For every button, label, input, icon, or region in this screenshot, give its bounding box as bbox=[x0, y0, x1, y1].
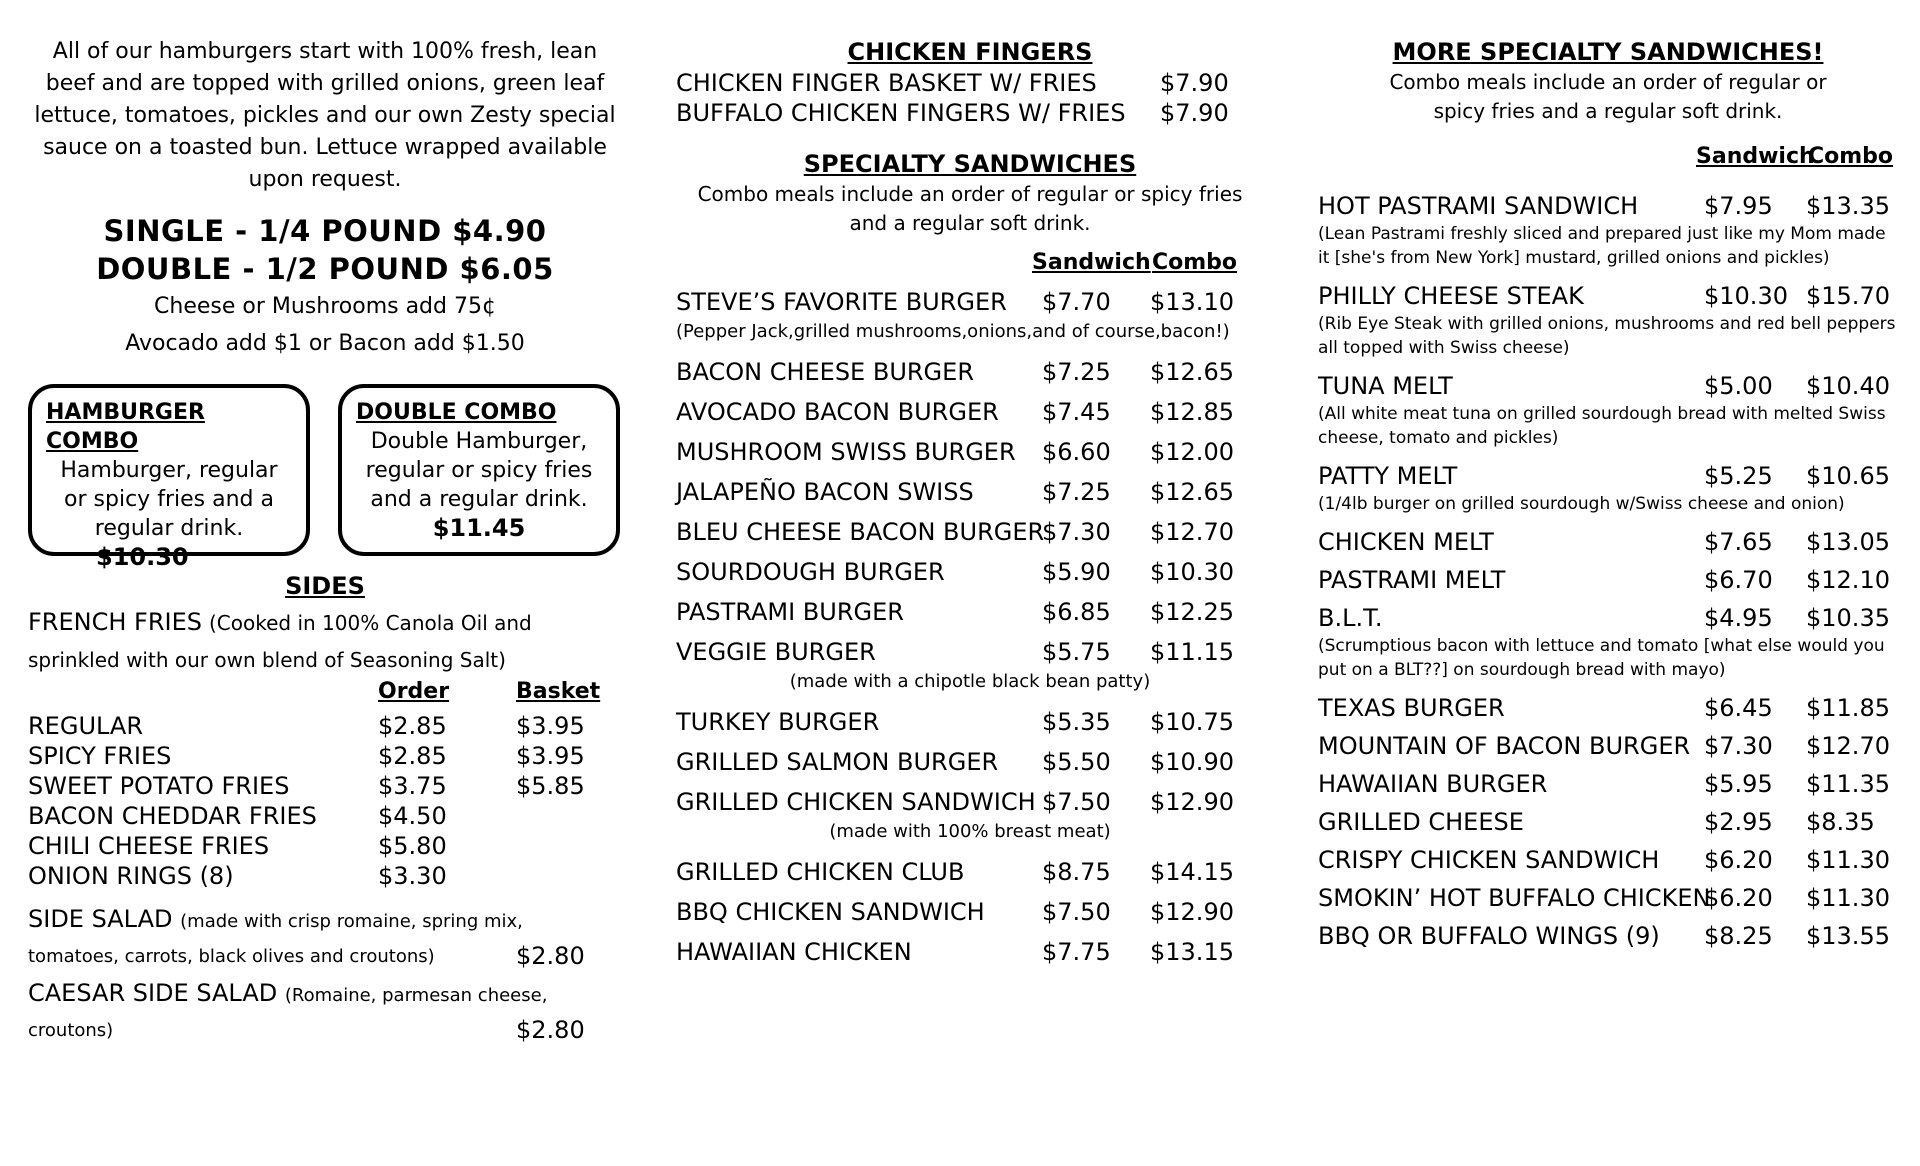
french-fries-name: FRENCH FRIES bbox=[28, 608, 202, 636]
item-price: $7.90 bbox=[1160, 69, 1229, 97]
chicken-fingers-list bbox=[676, 68, 1264, 128]
item-combo-price: $10.75 bbox=[1150, 708, 1234, 736]
chicken-fingers-header: CHICKEN FINGERS bbox=[847, 38, 1093, 66]
item-name: TEXAS BURGER bbox=[1318, 694, 1505, 722]
item-desc: (Pepper Jack,grilled mushrooms,onions,and of course,bacon!) bbox=[676, 321, 1230, 342]
item-combo-price: $10.40 bbox=[1806, 372, 1890, 400]
item-name: BBQ CHICKEN SANDWICH bbox=[676, 898, 985, 926]
item-order-price: $3.30 bbox=[378, 862, 447, 890]
item-name: PASTRAMI BURGER bbox=[676, 598, 904, 626]
item-order-price: $2.85 bbox=[378, 742, 447, 770]
hamburger-intro: All of our hamburgers start with 100% fresh, lean beef and are topped with grilled onions, green leaf lettuce, tomatoes, pickles and our own Zesty special sauce on a toasted bun. Lettuce wrapped available upon request. bbox=[34, 39, 616, 192]
item-desc: (1/4lb burger on grilled sourdough w/Swiss cheese and onion) bbox=[1318, 494, 1845, 514]
item-sandwich-price: $5.95 bbox=[1704, 770, 1773, 798]
item-desc: croutons) bbox=[28, 1020, 114, 1041]
item-combo-price: $12.90 bbox=[1150, 788, 1234, 816]
addons-avocado: Avocado add $1 or Bacon add $1.50 bbox=[125, 331, 525, 356]
side-salad-row-2 bbox=[28, 938, 622, 975]
sides-column-headers bbox=[28, 679, 622, 711]
addons-cheese: Cheese or Mushrooms add 75¢ bbox=[154, 294, 496, 319]
item-desc: (made with a chipotle black bean patty) bbox=[789, 671, 1151, 692]
item-combo-price: $11.35 bbox=[1806, 770, 1890, 798]
more-item-row bbox=[1318, 370, 1898, 402]
sandwich-column bbox=[676, 0, 1264, 1166]
item-name: SOURDOUGH BURGER bbox=[676, 558, 945, 586]
item-sandwich-price: $5.90 bbox=[1042, 558, 1111, 586]
more-item-row bbox=[1318, 730, 1898, 762]
specialty-header: SPECIALTY SANDWICHES bbox=[803, 150, 1137, 178]
spacer bbox=[676, 344, 1264, 354]
more-specialty-list bbox=[1318, 190, 1898, 958]
specialty-item-row bbox=[676, 704, 1264, 740]
spacer bbox=[1318, 682, 1898, 692]
item-combo-price: $10.35 bbox=[1806, 604, 1890, 632]
more-item-row bbox=[1318, 460, 1898, 492]
item-name: CRISPY CHICKEN SANDWICH bbox=[1318, 846, 1660, 874]
spacer bbox=[1318, 360, 1898, 370]
item-name: BUFFALO CHICKEN FINGERS W/ FRIES bbox=[676, 99, 1126, 127]
item-combo-price: $12.90 bbox=[1150, 898, 1234, 926]
item-order-price: $4.50 bbox=[378, 802, 447, 830]
item-sandwich-price: $5.50 bbox=[1042, 748, 1111, 776]
double-price: DOUBLE - 1/2 POUND $6.05 bbox=[96, 252, 554, 286]
specialty-item-row bbox=[676, 784, 1264, 820]
item-combo-price: $11.30 bbox=[1806, 884, 1890, 912]
more-item-row bbox=[1318, 806, 1898, 838]
item-combo-price: $10.30 bbox=[1150, 558, 1234, 586]
spacer bbox=[1318, 450, 1898, 460]
specialty-item-row bbox=[676, 594, 1264, 630]
caesar-salad-row bbox=[28, 975, 622, 1012]
item-sandwich-price: $6.20 bbox=[1704, 846, 1773, 874]
item-price: $7.90 bbox=[1160, 99, 1229, 127]
item-name: TURKEY BURGER bbox=[676, 708, 880, 736]
item-name: PASTRAMI MELT bbox=[1318, 566, 1506, 594]
item-sandwich-price: $7.30 bbox=[1042, 518, 1111, 546]
item-name: SMOKIN’ HOT BUFFALO CHICKEN bbox=[1318, 884, 1711, 912]
item-combo-price: $11.85 bbox=[1806, 694, 1890, 722]
item-sandwich-price: $5.25 bbox=[1704, 462, 1773, 490]
more-item-row bbox=[1318, 602, 1898, 634]
item-combo-price: $13.10 bbox=[1150, 288, 1234, 316]
single-price: SINGLE - 1/4 POUND $4.90 bbox=[103, 214, 547, 248]
item-combo-price: $13.55 bbox=[1806, 922, 1890, 950]
item-desc: (Lean Pastrami freshly sliced and prepared just like my Mom made it [she's from New York] mustard, grilled onions and pickles) bbox=[1318, 224, 1886, 268]
combo-title: DOUBLE COMBO bbox=[356, 400, 557, 425]
more-specialty-note: Combo meals include an order of regular or spicy fries and a regular soft drink. bbox=[1389, 70, 1827, 123]
specialty-item-row bbox=[676, 284, 1264, 320]
more-column-headers bbox=[1318, 144, 1898, 178]
item-combo-price: $12.70 bbox=[1150, 518, 1234, 546]
item-sandwich-price: $7.30 bbox=[1704, 732, 1773, 760]
item-combo-price: $12.10 bbox=[1806, 566, 1890, 594]
item-combo-price: $12.00 bbox=[1150, 438, 1234, 466]
side-item-row bbox=[28, 711, 622, 741]
item-desc: (Rib Eye Steak with grilled onions, mushrooms and red bell peppers all topped with Swiss cheese) bbox=[1318, 314, 1896, 358]
side-item-row bbox=[28, 801, 622, 831]
item-combo-price: $10.90 bbox=[1150, 748, 1234, 776]
specialty-item-row bbox=[676, 854, 1264, 890]
item-sandwich-price: $7.50 bbox=[1042, 788, 1111, 816]
side-item-row bbox=[28, 831, 622, 861]
item-order-price: $2.85 bbox=[378, 712, 447, 740]
side-item-row bbox=[28, 771, 622, 801]
item-combo-price: $11.15 bbox=[1150, 638, 1234, 666]
more-item-row bbox=[1318, 190, 1898, 222]
item-name: REGULAR bbox=[28, 712, 144, 740]
item-desc: (made with 100% breast meat) bbox=[829, 821, 1111, 842]
item-name: PHILLY CHEESE STEAK bbox=[1318, 282, 1584, 310]
item-desc: tomatoes, carrots, black olives and croutons) bbox=[28, 946, 435, 967]
specialty-item-row bbox=[676, 934, 1264, 970]
item-sandwich-price: $7.50 bbox=[1042, 898, 1111, 926]
item-sandwich-price: $7.25 bbox=[1042, 358, 1111, 386]
item-sandwich-price: $7.95 bbox=[1704, 192, 1773, 220]
spacer bbox=[1318, 270, 1898, 280]
item-name: CAESAR SIDE SALAD bbox=[28, 979, 278, 1007]
french-fries-desc: (Cooked in 100% Canola Oil and sprinkled with our own blend of Seasoning Salt) bbox=[28, 611, 532, 672]
specialty-item-row bbox=[676, 554, 1264, 590]
item-desc: (Scrumptious bacon with lettuce and tomato [what else would you put on a BLT??] on sourdough bread with mayo) bbox=[1318, 636, 1885, 680]
item-sandwich-price: $5.00 bbox=[1704, 372, 1773, 400]
col-sandwich: Sandwich bbox=[1032, 250, 1151, 275]
item-name: GRILLED CHEESE bbox=[1318, 808, 1524, 836]
spacer bbox=[1318, 516, 1898, 526]
combo-boxes bbox=[28, 384, 622, 576]
item-sandwich-price: $5.35 bbox=[1042, 708, 1111, 736]
spacer bbox=[1318, 952, 1898, 958]
item-name: TUNA MELT bbox=[1318, 372, 1453, 400]
chicken-finger-row bbox=[676, 98, 1264, 128]
sides-list bbox=[28, 711, 622, 891]
hamburger-combo-box bbox=[28, 384, 310, 571]
item-sandwich-price: $7.65 bbox=[1704, 528, 1773, 556]
specialty-item-row bbox=[676, 394, 1264, 430]
item-name: GRILLED CHICKEN CLUB bbox=[676, 858, 965, 886]
more-item-row bbox=[1318, 526, 1898, 558]
item-name: HOT PASTRAMI SANDWICH bbox=[1318, 192, 1639, 220]
more-item-row bbox=[1318, 920, 1898, 952]
item-desc: (All white meat tuna on grilled sourdough bread with melted Swiss cheese, tomato and pickles) bbox=[1318, 404, 1886, 448]
spacer bbox=[676, 970, 1264, 974]
item-combo-price: $15.70 bbox=[1806, 282, 1890, 310]
item-sandwich-price: $6.60 bbox=[1042, 438, 1111, 466]
col-order: Order bbox=[378, 679, 450, 704]
item-desc: (made with crisp romaine, spring mix, bbox=[180, 911, 523, 932]
item-combo-price: $13.15 bbox=[1150, 938, 1234, 966]
item-price: $2.80 bbox=[516, 942, 585, 970]
item-sandwich-price: $6.20 bbox=[1704, 884, 1773, 912]
item-sandwich-price: $7.75 bbox=[1042, 938, 1111, 966]
hamburgers-column bbox=[28, 0, 622, 1166]
item-name: CHILI CHEESE FRIES bbox=[28, 832, 270, 860]
item-name: STEVE’S FAVORITE BURGER bbox=[676, 288, 1007, 316]
item-name: BACON CHEESE BURGER bbox=[676, 358, 974, 386]
item-combo-price: $13.35 bbox=[1806, 192, 1890, 220]
item-sandwich-price: $7.45 bbox=[1042, 398, 1111, 426]
more-item-row bbox=[1318, 692, 1898, 724]
french-fries-block bbox=[28, 604, 622, 679]
item-sandwich-price: $10.30 bbox=[1704, 282, 1788, 310]
item-name: HAWAIIAN CHICKEN bbox=[676, 938, 912, 966]
spacer bbox=[676, 694, 1264, 704]
item-name: AVOCADO BACON BURGER bbox=[676, 398, 999, 426]
more-sandwich-column bbox=[1318, 0, 1898, 1166]
more-item-row bbox=[1318, 564, 1898, 596]
combo-price: $11.45 bbox=[432, 514, 526, 542]
item-name: MOUNTAIN OF BACON BURGER bbox=[1318, 732, 1691, 760]
item-name: CHICKEN MELT bbox=[1318, 528, 1494, 556]
item-sandwich-price: $6.70 bbox=[1704, 566, 1773, 594]
side-salad-row bbox=[28, 901, 622, 938]
item-basket-price: $3.95 bbox=[516, 712, 585, 740]
item-name: GRILLED SALMON BURGER bbox=[676, 748, 999, 776]
item-sandwich-price: $5.75 bbox=[1042, 638, 1111, 666]
item-name: VEGGIE BURGER bbox=[676, 638, 876, 666]
side-item-row bbox=[28, 741, 622, 771]
item-name: PATTY MELT bbox=[1318, 462, 1458, 490]
specialty-column-headers bbox=[676, 250, 1264, 284]
item-desc: (Romaine, parmesan cheese, bbox=[284, 985, 548, 1006]
item-combo-price: $12.70 bbox=[1806, 732, 1890, 760]
item-sandwich-price: $7.70 bbox=[1042, 288, 1111, 316]
caesar-salad-name bbox=[28, 975, 547, 1014]
col-combo: Combo bbox=[1808, 144, 1894, 169]
specialty-item-row bbox=[676, 354, 1264, 390]
item-name: B.L.T. bbox=[1318, 604, 1383, 632]
combo-title: HAMBURGER COMBO bbox=[46, 400, 205, 454]
item-name: SIDE SALAD bbox=[28, 905, 173, 933]
more-item-row bbox=[1318, 844, 1898, 876]
col-basket: Basket bbox=[516, 679, 601, 704]
more-item-row bbox=[1318, 882, 1898, 914]
item-combo-price: $11.30 bbox=[1806, 846, 1890, 874]
item-name: GRILLED CHICKEN SANDWICH bbox=[676, 788, 1036, 816]
specialty-note: Combo meals include an order of regular or spicy fries and a regular soft drink. bbox=[697, 182, 1243, 235]
item-name: ONION RINGS (8) bbox=[28, 862, 234, 890]
item-price: $2.80 bbox=[516, 1016, 585, 1044]
side-item-row bbox=[28, 861, 622, 891]
item-sandwich-price: $4.95 bbox=[1704, 604, 1773, 632]
item-name: SWEET POTATO FRIES bbox=[28, 772, 290, 800]
combo-price: $10.30 bbox=[96, 543, 189, 571]
item-sandwich-price: $7.25 bbox=[1042, 478, 1111, 506]
item-name: BLEU CHEESE BACON BURGER bbox=[676, 518, 1045, 546]
sides-header: SIDES bbox=[285, 572, 365, 600]
item-name: SPICY FRIES bbox=[28, 742, 172, 770]
item-sandwich-price: $6.45 bbox=[1704, 694, 1773, 722]
item-sandwich-price: $8.25 bbox=[1704, 922, 1773, 950]
specialty-item-row bbox=[676, 894, 1264, 930]
item-basket-price: $5.85 bbox=[516, 772, 585, 800]
item-name: JALAPEÑO BACON SWISS bbox=[676, 478, 974, 506]
item-sandwich-price: $6.85 bbox=[1042, 598, 1111, 626]
more-item-row bbox=[1318, 768, 1898, 800]
item-name: CHICKEN FINGER BASKET W/ FRIES bbox=[676, 69, 1097, 97]
combo-desc: Double Hamburger, regular or spicy fries and a regular drink. bbox=[365, 429, 593, 512]
item-combo-price: $12.85 bbox=[1150, 398, 1234, 426]
item-combo-price: $10.65 bbox=[1806, 462, 1890, 490]
more-item-row bbox=[1318, 280, 1898, 312]
more-specialty-header: MORE SPECIALTY SANDWICHES! bbox=[1392, 38, 1824, 66]
item-sandwich-price: $8.75 bbox=[1042, 858, 1111, 886]
specialty-item-row bbox=[676, 634, 1264, 670]
item-combo-price: $12.65 bbox=[1150, 358, 1234, 386]
specialty-item-row bbox=[676, 514, 1264, 550]
item-basket-price: $3.95 bbox=[516, 742, 585, 770]
item-name: HAWAIIAN BURGER bbox=[1318, 770, 1548, 798]
item-order-price: $5.80 bbox=[378, 832, 447, 860]
specialty-list bbox=[676, 284, 1264, 974]
specialty-item-row bbox=[676, 474, 1264, 510]
side-salad-name bbox=[28, 901, 523, 940]
item-combo-price: $13.05 bbox=[1806, 528, 1890, 556]
item-name: MUSHROOM SWISS BURGER bbox=[676, 438, 1016, 466]
specialty-item-row bbox=[676, 434, 1264, 470]
item-order-price: $3.75 bbox=[378, 772, 447, 800]
col-combo: Combo bbox=[1152, 250, 1238, 275]
item-combo-price: $12.25 bbox=[1150, 598, 1234, 626]
combo-desc: Hamburger, regular or spicy fries and a regular drink. bbox=[60, 458, 278, 541]
col-sandwich: Sandwich bbox=[1696, 144, 1815, 169]
item-combo-price: $8.35 bbox=[1806, 808, 1875, 836]
double-combo-box bbox=[338, 384, 620, 556]
spacer bbox=[676, 844, 1264, 854]
item-combo-price: $14.15 bbox=[1150, 858, 1234, 886]
caesar-salad-row-2 bbox=[28, 1012, 622, 1049]
chicken-finger-row bbox=[676, 68, 1264, 98]
item-name: BACON CHEDDAR FRIES bbox=[28, 802, 317, 830]
item-name: BBQ OR BUFFALO WINGS (9) bbox=[1318, 922, 1660, 950]
item-sandwich-price: $2.95 bbox=[1704, 808, 1773, 836]
specialty-item-row bbox=[676, 744, 1264, 780]
item-combo-price: $12.65 bbox=[1150, 478, 1234, 506]
